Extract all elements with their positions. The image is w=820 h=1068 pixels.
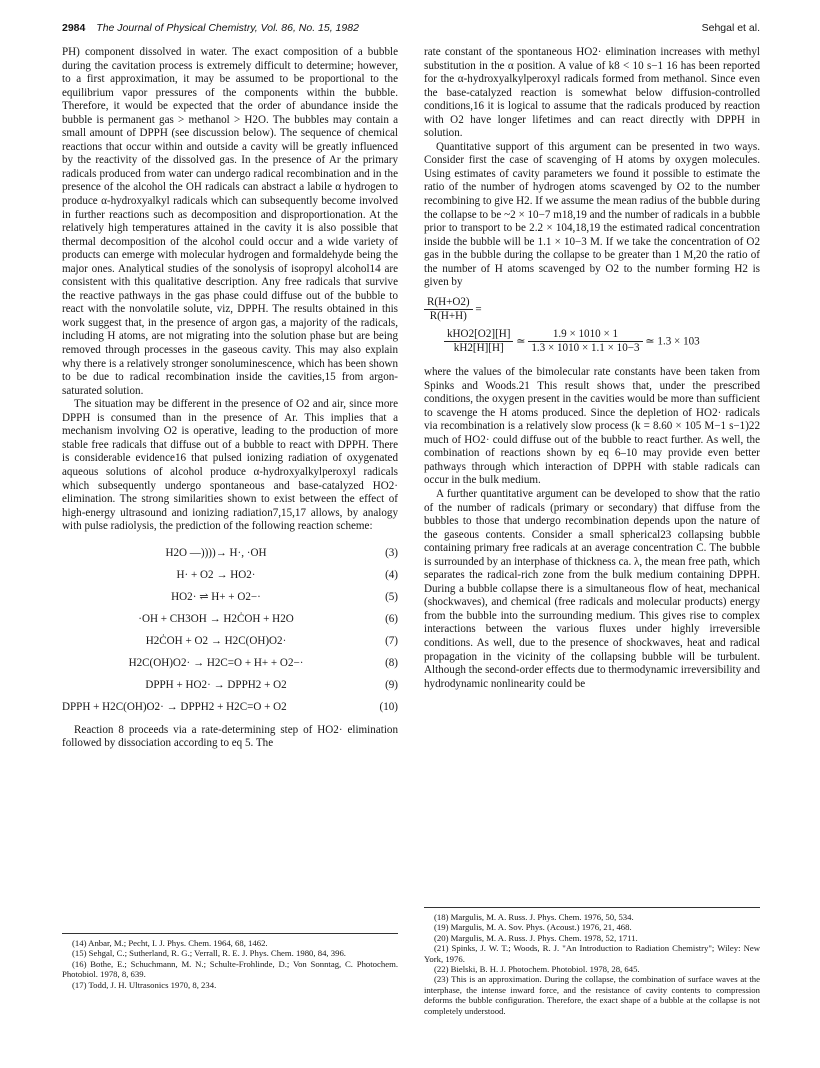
right-column <box>424 46 760 691</box>
footnote-21: (21) Spinks, J. W. T.; Woods, R. J. "An Introduction to Radiation Chemistry"; Wiley: New York, 1976. <box>424 943 760 964</box>
equation-3: H2O —))))→ H·, ·OH (3) <box>165 546 398 559</box>
left-paragraph-1: PH) component dissolved in water. The exact composition of a bubble during the cavitation process is extremely difficult to determine; however, to a first approximation, it may be assumed to be proportional to the equilibrium vapor pressures of the components within the bubble. Therefore, it would be expected that the order of abundance inside the bubble is permanent gas > methanol > H2O. The bubbles may contain a small amount of DPPH (see discussion below). The sequence of chemical reactions that occur within and outside a cavity will be greatly influenced by the reactivity of the dissolved gas. In the presence of Ar the primary radicals produced from water can undergo radical recombination and in the presence of the alcohol the OH radicals can abstract a labile α hydrogen to produce α-hydroxyalkyl radicals which can subsequently become involved in further reactions such as decomposition and disproportionation. At the relatively high temperatures attained in the cavity it is also possible that thermal decomposition of the alcohol could occur and a wide variety of products can emerge with molecular hydrogen and formaldehyde being the major ones. Analytical studies of the sonolysis of isopropyl alcohol14 are consistent with this qualitative description. Any free radicals that survive the reactive pathways in the gas phase could diffuse out of the bubble to react with the nonvolatile solute, viz, DPPH. The results obtained in this work suggest that, in the presence of argon gas, a majority of the radicals, including H atoms, are not migrating into the solution phase but are being removed through processes in the gaseous cavity. This may also explain why there is a relatively stronger sonoluminescence, which has been shown to be due to radical recombination inside the cavities,15 from argon-saturated solution. <box>62 46 398 397</box>
left-paragraph-3: Reaction 8 proceeds via a rate-determining step of HO2· elimination followed by dissociation according to eq 5. The <box>62 723 398 750</box>
footnote-rule <box>424 907 760 908</box>
right-paragraph-4: A further quantitative argument can be developed to show that the ratio of the number of radicals (primary or secondary) that diffuse from the bubbles to those that undergo recombination depends upon the nature of the gaseous contents. Consider a small spherical23 collapsing bubble containing primary free radicals at an average concentration C. The bubble is surrounded by an interphase of thickness ca. λ, the mean free path, which separates the radical-rich zone from the bulk medium containing DPPH. During a bubble collapse there is a simultaneous flow of heat, mechanical (shockwaves), and chemical (free radicals and molecular products) energy from the bubble into the surrounding medium. This gives rise to complex interactions between the various fluxes under highly irreversible conditions. As well, due to the presence of shockwaves, heat and radical propagation in the vicinity of the collapsing bubble will be turbulent. Although the second-order effects due to thermodynamic irreversibility and hydrodynamic nonlinearity could be <box>424 487 760 690</box>
footnote-23: (23) This is an approximation. During the collapse, the combination of surface waves at the interphase, the intense inward force, and the resistance of cavity contents to compression deforms the bubble configuration. Therefore, the exact shape of a bubble at the collapse is not completely understood. <box>424 974 760 1016</box>
ratio-result: ≃ 1.3 × 103 <box>645 335 700 348</box>
equation-5: HO2· ⇌ H+ + O2−· (5) <box>171 590 398 603</box>
ratio-equation: $\frac{R(H+O2)}{R(H+H)}$ = $\frac{\text{kHO2[O2][H]}}{kH2[H][H]}$ ≃ $\frac{1.9 \times 1010 \times 1}{1.3 \times 1010 \times 1.1 \times 10-3}$ ≃ 1.3 × 103 <box>424 296 760 356</box>
footnote-19: (19) Margulis, M. A. Sov. Phys. (Acoust.) 1976, 21, 468. <box>434 922 632 933</box>
footnote-14: (14) Anbar, M.; Pecht, I. J. Phys. Chem. 1964, 68, 1462. <box>72 938 268 948</box>
equation-6: ·OH + CH3OH → H2ĊOH + H2O (6) <box>138 612 398 625</box>
equation-7: H2ĊOH + O2 → H2C(OH)O2· (7) <box>145 634 398 647</box>
footnote-15: (15) Sehgal, C.; Sutherland, R. G.; Verrall, R. E. J. Phys. Chem. 1980, 84, 396. <box>72 948 346 959</box>
footnote-22: (22) Bielski, B. H. J. Photochem. Photobiol. 1978, 28, 645. <box>434 964 640 975</box>
journal-citation: The Journal of Physical Chemistry, Vol. 86, No. 15, 1982 <box>96 22 359 34</box>
right-paragraph-3: where the values of the bimolecular rate constants have been taken from Spinks and Woods.21 This result shows that, under the prescribed conditions, the oxygen present in the cavities would be more than sufficient to scavenge the H atoms produced. Since the depletion of HO2· radicals via recombination is a relatively slow process (k = 8.60 × 105 M−1 s−1)22 much of HO2· could diffuse out of the bubble to react further. As well, the combination of reactions shown by eq 6–10 may provide even better pathways through which interaction of DPPH with stable radicals can occur in the bulk medium. <box>424 366 760 487</box>
footnote-20: (20) Margulis, M. A. Russ. J. Phys. Chem. 1978, 52, 1711. <box>434 932 638 943</box>
footnote-16: (16) Bothe, E.; Schuchmann, M. N.; Schulte-Frohlinde, D.; Von Sonntag, C. Photochem. Photobiol. 1978, 8, 639. <box>62 958 398 980</box>
running-authors: Sehgal et al. <box>701 22 760 34</box>
ratio-lhs: $\frac{R(H+O2)}{R(H+H)}$ <box>424 296 473 324</box>
equation-10: DPPH + H2C(OH)O2· → DPPH2 + H2C=O + O2 (10) <box>62 700 398 713</box>
right-paragraph-1: rate constant of the spontaneous HO2· elimination increases with methyl substitution in the α position. A value of k8 < 10 s−1 16 has been reported for the α-hydroxyalkylperoxyl radicals formed from methanol. Since even the base-catalyzed reaction is somewhat below diffusion-controlled conditions,16 it is logical to assume that the radicals produced by reaction with O2 have longer lifetimes and can react directly with DPPH in solution. <box>424 46 760 140</box>
equation-9: DPPH + HO2· → DPPH2 + O2 (9) <box>145 678 398 691</box>
page-number: 2984 <box>62 22 86 34</box>
reaction-scheme <box>62 542 398 718</box>
footnote-18: (18) Margulis, M. A. Russ. J. Phys. Chem. 1976, 50, 534. <box>434 912 634 922</box>
left-footnotes <box>62 933 398 990</box>
right-paragraph-2: Quantitative support of this argument can be presented in two ways. Consider first the case of scavenging of H atoms by oxygen molecules. Using estimates of cavity parameters we found it possible to estimate the ratio of the number of hydrogen atoms scavenged by O2 to the number recombining to give H2. If we assume the mean radius of the bubble during the collapse to be ~2 × 10−7 m18,19 and the number of radicals in a bubble prior to transport to be 2.2 × 104,18,19 the estimated radical concentration inside the bubble will be 1.1 × 10−3 M. If we take the concentration of O2 gas in the bubble during the collapse to be greater than 1 M,20 the ratio of the number of H atoms scavenged by O2 to the number forming H2 is given by <box>424 140 760 289</box>
right-footnotes <box>424 907 760 1016</box>
equation-8: H2C(OH)O2· → H2C=O + H+ + O2−· (8) <box>128 656 398 669</box>
footnote-rule <box>62 933 398 934</box>
equation-4: H· + O2 → HO2· (4) <box>176 568 398 581</box>
footnote-17: (17) Todd, J. H. Ultrasonics 1970, 8, 234. <box>72 979 217 990</box>
left-paragraph-2: The situation may be different in the presence of O2 and air, since more DPPH is consumed than in the presence of Ar. This implies that a mechanism involving O2 is operative, leading to the production of more stable free radicals that diffuse out of a bubble to react with DPPH. There is considerable evidence16 that pulsed ionizing radiation of oxygenated aqueous solutions of alcohol produce α-hydroxyalkylperoxyl radicals which subsequently undergo spontaneous and base-catalyzed HO2· elimination. The strong similarities shown to exist between the effect of high-energy ultrasound and ionizing radiation7,15,17 allows, by analogy with pulse radiolysis, the prediction of the following reaction scheme: <box>62 398 398 533</box>
ratio-numeric-expression: $\frac{1.9 \times 1010 \times 1}{1.3 \times 1010 \times 1.1 \times 10-3}$ <box>528 328 642 356</box>
ratio-rate-expression: $\frac{\text{kHO2[O2][H]}}{kH2[H][H]}$ <box>444 328 513 356</box>
running-header <box>62 22 760 38</box>
left-column <box>62 46 398 751</box>
